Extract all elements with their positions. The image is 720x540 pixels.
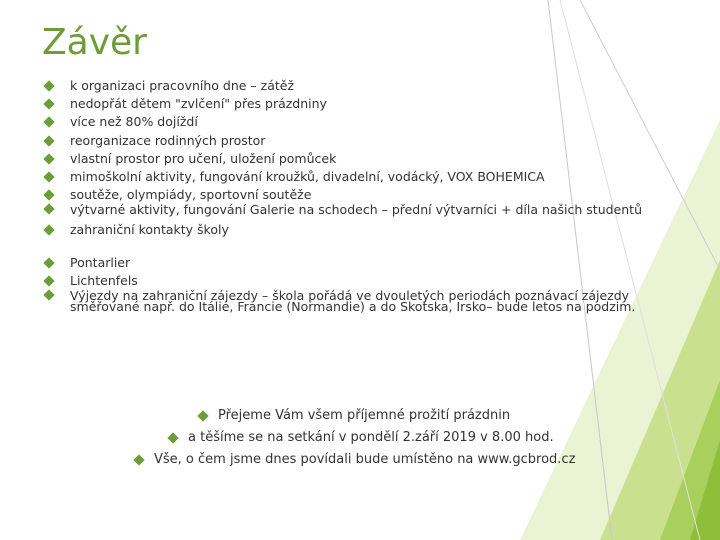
diamond-bullet-icon xyxy=(43,204,54,215)
bullet-item: více než 80% dojíždí xyxy=(44,113,684,131)
diamond-bullet-icon xyxy=(43,190,54,201)
bullet-item: reorganizace rodinných prostor xyxy=(44,132,684,150)
diamond-bullet-icon xyxy=(43,153,54,164)
diamond-bullet-icon xyxy=(43,80,54,91)
diamond-bullet-icon xyxy=(43,275,54,286)
bullet-item: nedopřát dětem "zvlčení" přes prázdniny xyxy=(44,95,684,113)
diamond-bullet-icon xyxy=(43,225,54,236)
diamond-bullet-icon xyxy=(43,99,54,110)
diamond-bullet-icon xyxy=(43,117,54,128)
bullet-gap xyxy=(44,240,684,254)
slide-title: Závěr xyxy=(42,22,147,63)
diamond-bullet-icon xyxy=(43,257,54,268)
bullet-item: soutěže, olympiády, sportovní soutěže xyxy=(44,186,684,204)
diamond-bullet-icon xyxy=(43,289,54,300)
diamond-bullet-icon xyxy=(43,135,54,146)
diamond-bullet-icon xyxy=(43,171,54,182)
bullet-item: mimoškolní aktivity, fungování kroužků, divadelní, vodácký, VOX BOHEMICA xyxy=(44,168,684,186)
bullet-item: zahraniční kontakty školy xyxy=(44,221,684,239)
closing-line: a těšíme se na setkání v pondělí 2.září 2019 v 8.00 hod. xyxy=(166,430,554,445)
bullet-item: Výjezdy na zahraniční zájezdy – škola pořádá ve dvouletých periodách poznávací zájezdy směřované např. do Itálie, Francie (Normandie) a do Skotska, Irsko– bude letos na podzim. xyxy=(44,290,688,312)
closing-line: Vše, o čem jsme dnes povídali bude umístěno na www.gcbrod.cz xyxy=(132,452,575,467)
bullet-item: výtvarné aktivity, fungování Galerie na schodech – přední výtvarníci + díla našich studentů xyxy=(44,204,650,221)
closing-line: Přejeme Vám všem příjemné prožití prázdnin xyxy=(196,408,510,423)
bullet-item: Lichtenfels xyxy=(44,272,684,290)
bullet-item: Pontarlier xyxy=(44,254,684,272)
bullet-list xyxy=(44,77,684,315)
bullet-item: k organizaci pracovního dne – zátěž xyxy=(44,77,684,95)
bullet-item: vlastní prostor pro učení, uložení pomůcek xyxy=(44,150,684,168)
